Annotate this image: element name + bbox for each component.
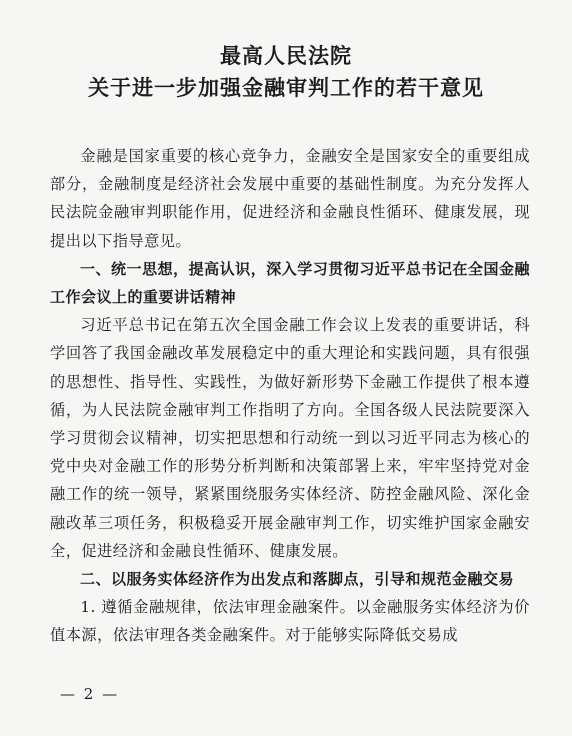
document-body (50, 142, 530, 650)
document-title-line-2: 关于进一步加强金融审判工作的若干意见 (88, 75, 484, 100)
page-number: — 2 — (60, 685, 120, 703)
document-title-line-1: 最高人民法院 (220, 43, 352, 68)
section-heading-1: 一、统一思想，提高认识，深入学习贯彻习近平总书记在全国金融工作会议上的重要讲话精神 (50, 259, 530, 307)
intro-paragraph: 金融是国家重要的核心竞争力，金融安全是国家安全的重要组成部分，金融制度是经济社会发展中重要的基础性制度。为充分发挥人民法院金融审判职能作用，促进经济和金融良性循环、健康发展，现提出以下指导意见。 (50, 147, 530, 250)
item-1-paragraph: 1. 遵循金融规律，依法审理金融案件。以金融服务实体经济为价值本源，依法审理各类金融案件。对于能够实际降低交易成 (50, 598, 530, 645)
section-1-paragraph: 习近平总书记在第五次全国金融工作会议上发表的重要讲话，科学回答了我国金融改革发展稳定中的重大理论和实践问题，具有很强的思想性、指导性、实践性，为做好新形势下金融工作提供了根本遵循，为人民法院金融审判工作指明了方向。全国各级人民法院要深入学习贯彻会议精神，切实把思想和行动统一到以习近平同志为核心的党中央对金融工作的形势分析判断和决策部署上来，牢牢坚持党对金融工作的统一领导，紧紧围绕服务实体经济、防控金融风险、深化金融改革三项任务，积极稳妥开展金融审判工作，切实维护国家金融安全，促进经济和金融良性循环、健康发展。 (50, 316, 530, 560)
section-heading-2: 二、以服务实体经济作为出发点和落脚点，引导和规范金融交易 (80, 570, 515, 589)
